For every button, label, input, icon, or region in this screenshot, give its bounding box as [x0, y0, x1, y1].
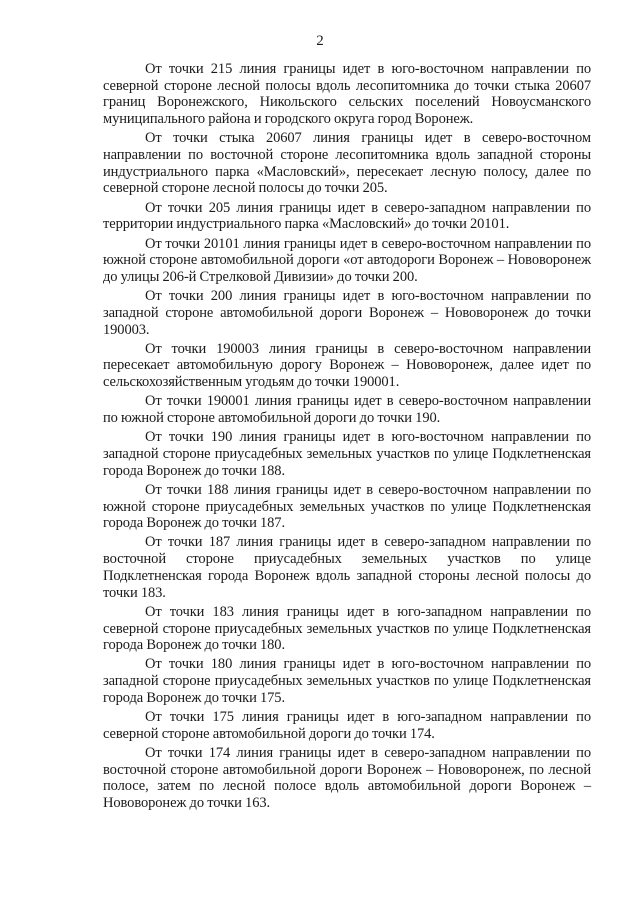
paragraph-point-200: От точки 200 линия границы идет в юго-восточном направлении по западной стороне автомобильной дороги Воронеж – Нововоронеж до точки 190003. — [103, 288, 591, 338]
paragraph-point-205: От точки 205 линия границы идет в северо-западном направлении по территории индустриального парка «Масловский» до точки 20101. — [103, 199, 591, 233]
page-number: 2 — [316, 33, 324, 49]
paragraph-point-180: От точки 180 линия границы идет в юго-восточном направлении по западной стороне приусадебных земельных участков по улице Подклетненская города Воронеж до точки 175. — [103, 656, 591, 706]
paragraph-point-175: От точки 175 линия границы идет в юго-западном направлении по северной стороне автомобильной дороги до точки 174. — [103, 709, 591, 742]
paragraph-point-174: От точки 174 линия границы идет в северо-западном направлении по восточной стороне автомобильной дороги Воронеж – Нововоронеж, по лесной полосе, затем по лесной полосе вдоль автомобильной дороги Воронеж – Нововоронеж до точки 163. — [103, 744, 591, 812]
paragraph-point-183: От точки 183 линия границы идет в юго-западном направлении по северной стороне приусадебных земельных участков по улице Подклетненская города Воронеж до точки 180. — [103, 603, 591, 654]
boundary-description-text — [103, 61, 591, 812]
paragraph-point-188: От точки 188 линия границы идет в северо-восточном направлении по южной стороне приусадебных земельных участков по улице Подклетненская города Воронеж до точки 187. — [103, 481, 591, 532]
paragraph-point-20101: От точки 20101 линия границы идет в северо-восточном направлении по южной стороне автомобильной дороги «от автодороги Воронеж – Нововоронеж до улицы 206-й Стрелковой Дивизии» до точки 200. — [103, 235, 591, 285]
paragraph-point-215: От точки 215 линия границы идет в юго-восточном направлении по северной стороне лесной полосы вдоль лесопитомника до точки стыка 20607 границ Воронежского, Никольского сельских поселений Новоусманского муниципального района и городского округа город Воронеж. — [103, 61, 591, 128]
paragraph-point-190: От точки 190 линия границы идет в юго-восточном направлении по западной стороне приусадебных земельных участков по улице Подклетненская города Воронеж до точки 188. — [103, 429, 591, 479]
paragraph-point-187: От точки 187 линия границы идет в северо-западном направлении по восточной стороне приусадебных земельных участков по улице Подклетненская города Воронеж вдоль западной стороны лесной полосы до точки 183. — [103, 534, 591, 601]
paragraph-point-190003: От точки 190003 линия границы в северо-восточном направлении пересекает автомобильную дорогу Воронеж – Нововоронеж, далее идет по сельскохозяйственным угодьям до точки 190001. — [103, 340, 591, 391]
paragraph-point-20607: От точки стыка 20607 линия границы идет в северо-восточном направлении по восточной стороне лесопитомника вдоль западной стороны индустриального парка «Масловский», пересекает лесную полосу, далее по северной стороне лесной полосы до точки 205. — [103, 130, 591, 197]
paragraph-point-190001: От точки 190001 линия границы идет в северо-восточном направлении по южной стороне автомобильной дороги до точки 190. — [103, 393, 591, 427]
